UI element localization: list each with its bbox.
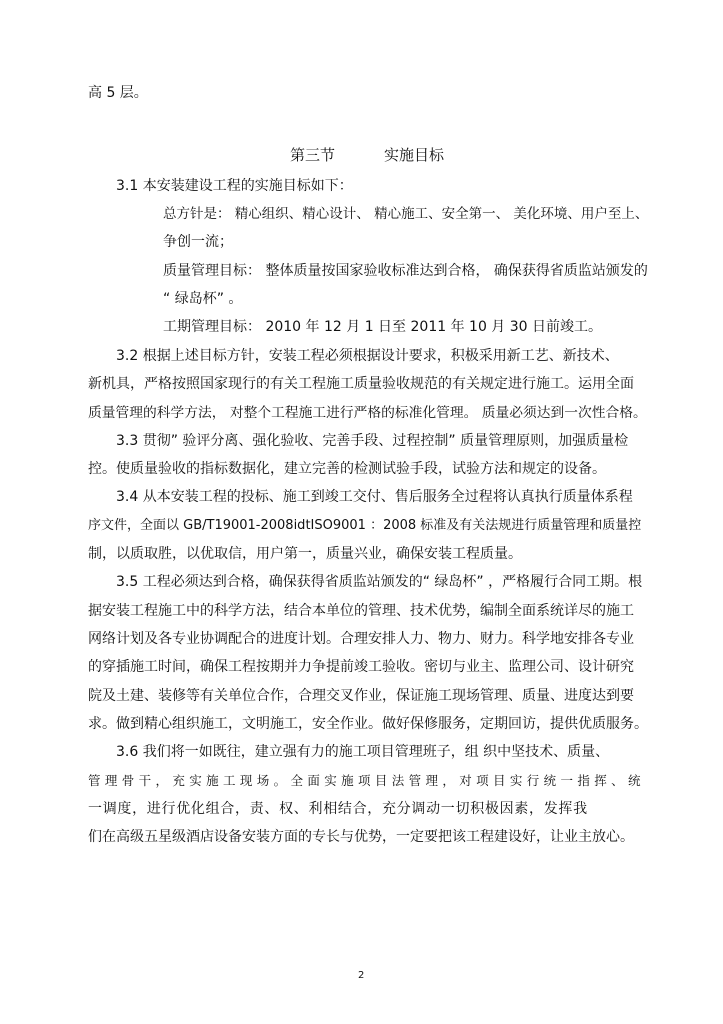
goal-line: 质量管理目标： 整体质量按国家验收标准达到合格， 确保获得省质监站颁发的 — [163, 263, 648, 279]
item-3-5-line: 网络计划及各专业协调配合的进度计划。合理安排人力、物力、财力。科学地安排各专业 — [88, 631, 634, 647]
goal-line: 争创一流； — [163, 234, 233, 250]
goal-line: 总方针是： 精心组织、精心设计、 精心施工、安全第一、 美化环境、用户至上、 — [163, 206, 649, 222]
item-3-3-line: 控。使质量验收的指标数据化，建立完善的检测试验手段，试验方法和规定的设备。 — [88, 461, 606, 477]
section-number: 第三节 — [290, 146, 336, 164]
goal-line: “ 绿岛杯” 。 — [163, 291, 243, 307]
item-3-4-line: 制，以质取胜，以优取信，用户第一，质量兴业，确保安装工程质量。 — [88, 546, 522, 562]
goal-line: 工期管理目标： 2010 年 12 月 1 日至 2011 年 10 月 30 日前竣工。 — [163, 319, 603, 335]
item-3-4-line: 序文件，全面以 GB/T19001-2008idtISO9001 ：2008 标准及有关法规进行质量管理和质量控 — [88, 518, 642, 533]
item-3-5-line: 的穿插施工时间，确保工程按期并力争提前竣工验收。密切与业主、监理公司、设计研究 — [88, 659, 634, 675]
section-title: 实施目标 — [384, 146, 445, 164]
page-number: 2 — [358, 970, 365, 981]
item-3-5-line: 据安装工程施工中的科学方法，结合本单位的管理、技术优势，编制全面系统详尽的施工 — [88, 603, 634, 619]
item-3-6-line: 一调度，进行优化组合，责、权、利相结合，充分调动一切积极因素，发挥我 — [88, 801, 588, 817]
item-3-5-line: 院及土建、装修等有关单位合作，合理交叉作业，保证施工现场管理、质量、进度达到要 — [88, 688, 634, 704]
item-3-2-line: 质量管理的科学方法， 对整个工程施工进行严格的标准化管理。 质量必须达到一次性合格。 — [88, 405, 647, 421]
item-3-5-line: 求。做到精心组织施工，文明施工，安全作业。做好保修服务，定期回访，提供优质服务。 — [88, 716, 648, 732]
item-3-6-line: 管理骨干，充实施工现场。全面实施项目法管理，对项目实行统一指挥、统 — [88, 773, 645, 788]
item-3-6-line: 3.6 我们将一如既往，建立强有力的施工项目管理班子，组 织中坚技术、质量、 — [116, 744, 610, 760]
item-3-2-line: 新机具，严格按照国家现行的有关工程施工质量验收规范的有关规定进行施工。运用全面 — [88, 376, 634, 392]
item-3-5-line: 3.5 工程必须达到合格，确保获得省质监站颁发的“ 绿岛杯” ，严格履行合同工期。根 — [116, 574, 643, 590]
item-3-6-line: 们在高级五星级酒店设备安装方面的专长与优势，一定要把该工程建设好，让业主放心。 — [88, 829, 634, 845]
item-3-2-line: 3.2 根据上述目标方针，安装工程必须根据设计要求，积极采用新工艺、新技术、 — [116, 348, 619, 364]
item-3-3-line: 3.3 贯彻” 验评分离、强化验收、完善手段、过程控制” 质量管理原则，加强质量检 — [116, 433, 629, 449]
intro-line: 高 5 层。 — [88, 85, 148, 101]
item-3-4-line: 3.4 从本安装工程的投标、施工到竣工交付、售后服务全过程将认真执行质量体系程 — [116, 489, 633, 505]
item-3-1-line: 3.1 本安装建设工程的实施目标如下： — [116, 178, 353, 194]
